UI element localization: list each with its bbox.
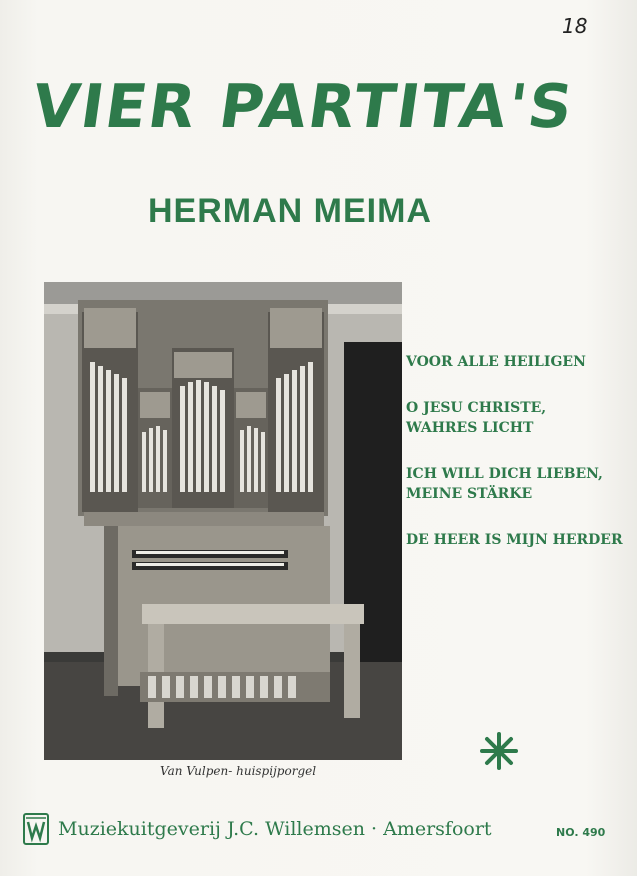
photo-caption: Van Vulpen- huispijporgel xyxy=(160,764,317,778)
list-item xyxy=(406,352,631,372)
page-title: VIER PARTITA'S xyxy=(28,72,579,142)
song-title-line: ICH WILL DICH LIEBEN, xyxy=(406,466,603,482)
song-title-line: WAHRES LICHT xyxy=(406,420,534,436)
list-item xyxy=(406,398,631,438)
asterisk-ornament-icon xyxy=(478,730,520,772)
organ-photo xyxy=(44,282,402,760)
song-title-line: O JESU CHRISTE, xyxy=(406,400,547,416)
catalog-number: NO. 490 xyxy=(556,826,606,839)
song-title-line: DE HEER IS MIJN HERDER xyxy=(406,532,623,548)
publisher-name: Muziekuitgeverij J.C. Willemsen · Amersfoort xyxy=(58,818,492,840)
contents-list xyxy=(406,352,631,576)
song-title-line: VOOR ALLE HEILIGEN xyxy=(406,354,586,370)
composer-name: HERMAN MEIMA xyxy=(148,192,432,230)
list-item xyxy=(406,530,631,550)
publisher-logo-icon xyxy=(22,812,50,846)
list-item xyxy=(406,464,631,504)
song-title-line: MEINE STÄRKE xyxy=(406,486,533,502)
handwritten-note: 18 xyxy=(562,14,588,38)
